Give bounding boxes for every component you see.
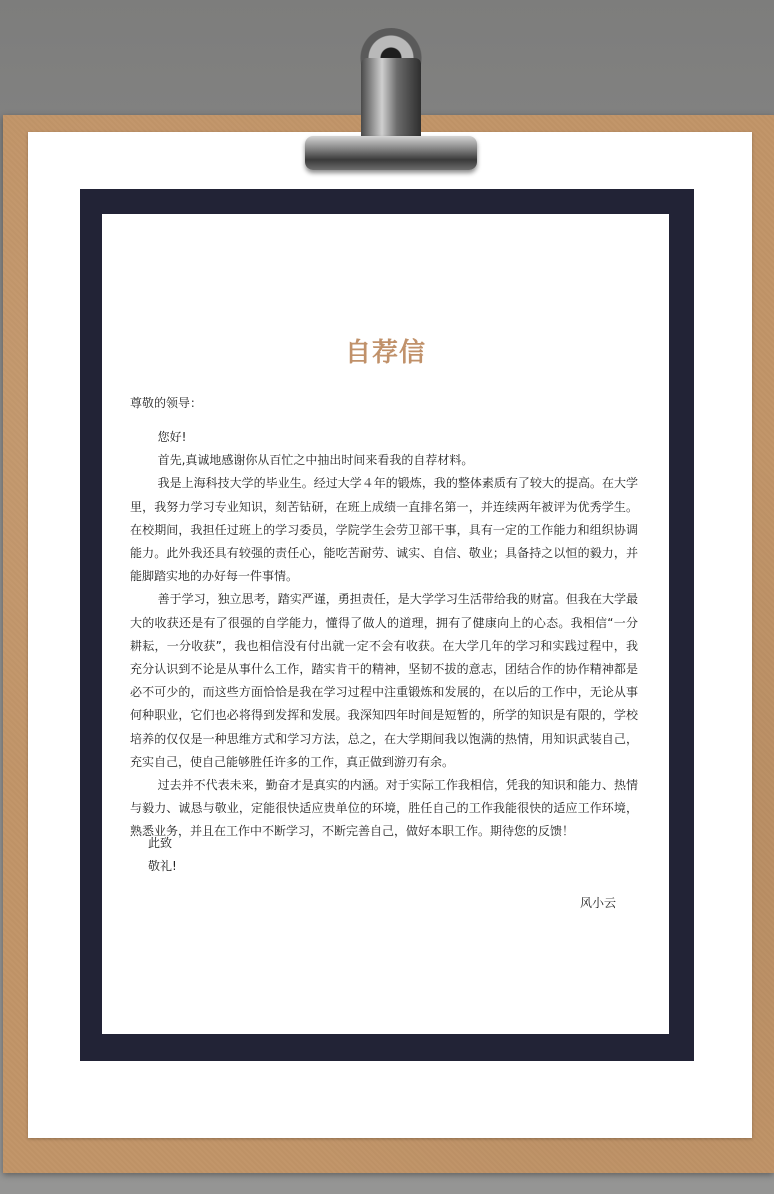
paragraph-introduction: 我是上海科技大学的毕业生。经过大学４年的锻炼，我的整体素质有了较大的提高。在大学里，我努力学习专业知识，刻苦钻研，在班上成绩一直排名第一，并连续两年被评为优秀学生。在校期间，我担任过班上的学习委员，学院学生会劳卫部干事，具有一定的工作能力和组织协调能力。此外我还具有较强的责任心，能吃苦耐劳、诚实、自信、敬业；具备持之以恒的毅力，并能脚踏实地的办好每一件事情。 [130, 476, 638, 584]
binder-clip-icon [305, 28, 477, 176]
clip-bar [305, 136, 477, 170]
closing-regards: 此致 [148, 836, 173, 850]
paragraph-greeting: 您好! [157, 430, 187, 444]
paragraph-future: 过去并不代表未来，勤奋才是真实的内涵。对于实际工作我相信，凭我的知识和能力、热情与毅力、诚恳与敬业，定能很快适应贵单位的环境，胜任自己的工作我能很快的适应工作环境，熟悉业务，并且在工作中不断学习，不断完善自己，做好本职工作。期待您的反馈！ [130, 778, 638, 839]
salutation: 尊敬的领导： [130, 396, 203, 410]
closing-salute: 敬礼! [148, 859, 177, 873]
clip-body [361, 58, 421, 142]
paragraph-thanks: 首先,真诚地感谢你从百忙之中抽出时间来看我的自荐材料。 [157, 453, 474, 468]
paragraph-learning: 善于学习，独立思考，踏实严谨，勇担责任，是大学学习生活带给我的财富。但我在大学最大的收获还是有了很强的自学能力，懂得了做人的道理，拥有了健康向上的心态。我相信“一分耕耘，一分收获”，我也相信没有付出就一定不会有收获。在大学几年的学习和实践过程中，我充分认识到不论是从事什么工作，踏实肯干的精神，坚韧不拔的意志，团结合作的协作精神都是必不可少的，而这些方面恰恰是我在学习过程中注重锻炼和发展的，在以后的工作中，无论从事何种职业，它们也必将得到发挥和发展。我深知四年时间是短暂的，所学的知识是有限的，学校培养的仅仅是一种思维方式和学习方法，总之，在大学期间我以饱满的热情，用知识武装自己，充实自己，使自己能够胜任许多的工作，真正做到游刃有余。 [130, 592, 638, 769]
cover-letter [102, 214, 669, 1034]
letter-body [130, 426, 638, 844]
letter-title: 自荐信 [344, 338, 426, 368]
signature: 风小云 [580, 896, 617, 910]
